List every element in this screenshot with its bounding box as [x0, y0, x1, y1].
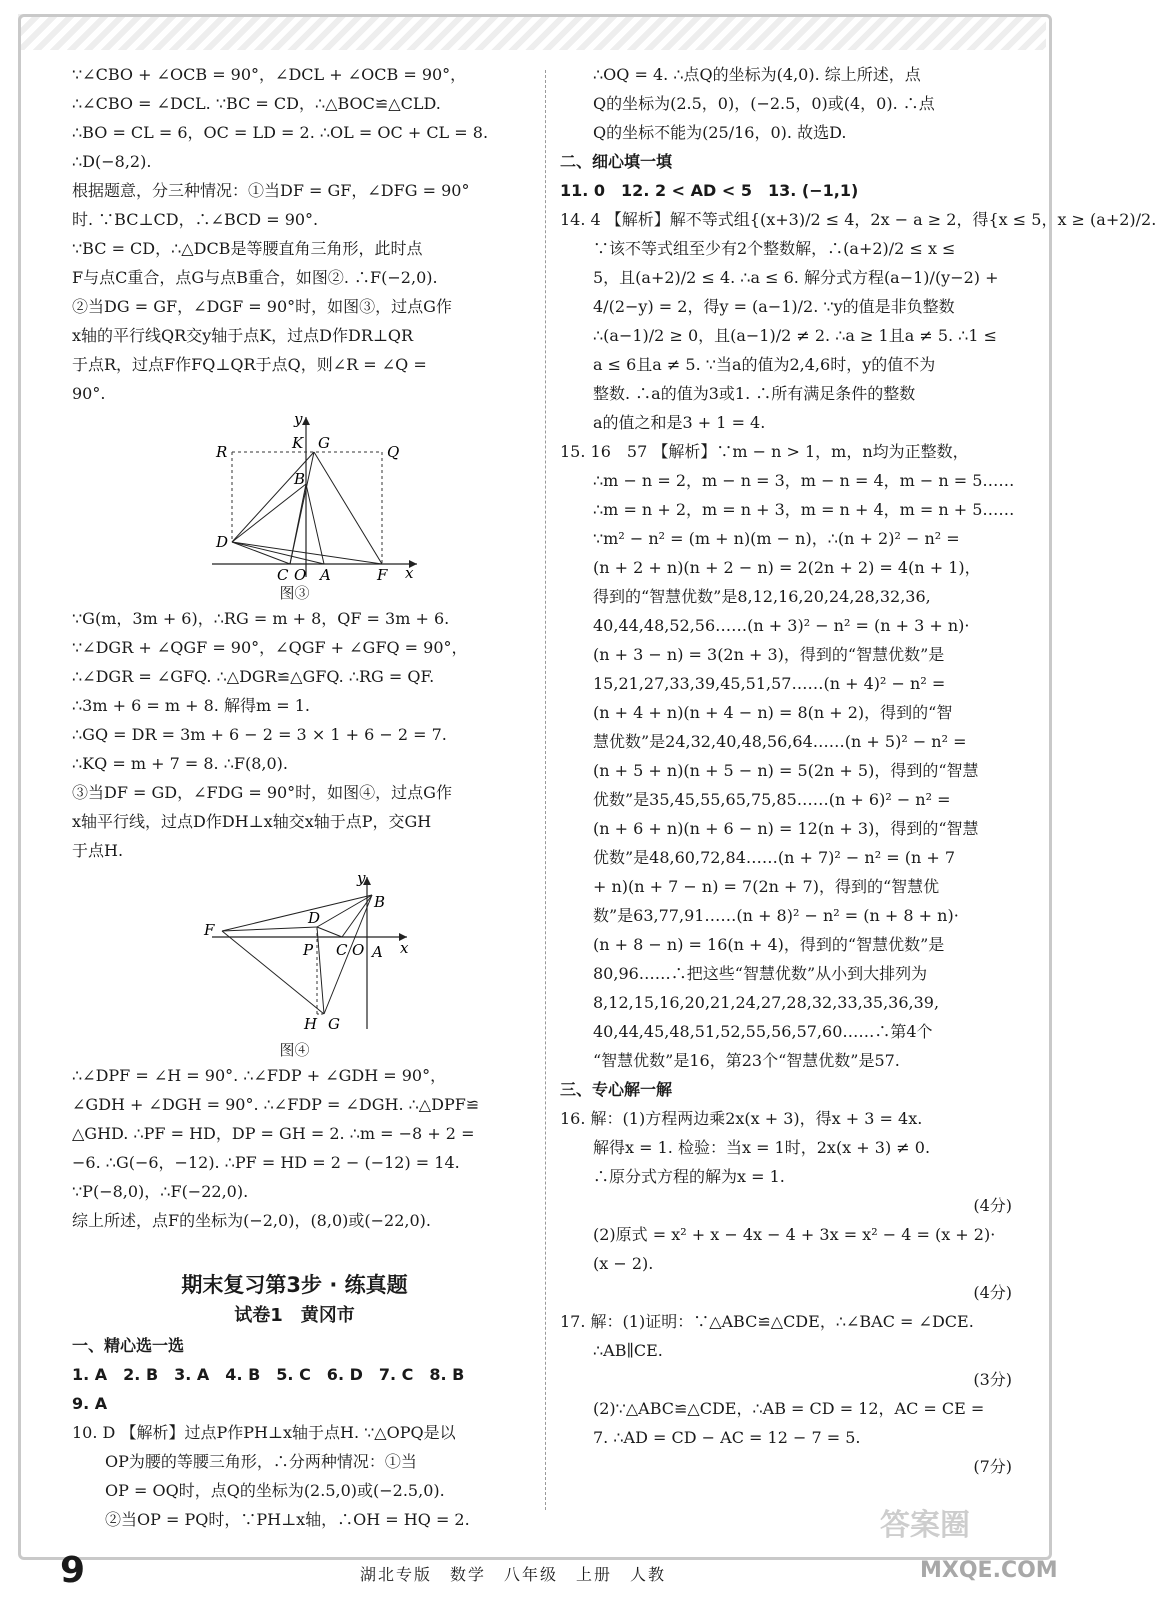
text-line: ③当DF = GD，∠FDG = 90°时，如图④，过点G作	[72, 783, 452, 802]
text-line: 数”是63,77,91……(n + 8)² − n² = (n + 8 + n)·	[593, 906, 959, 925]
text-line: 8,12,15,16,20,21,24,27,28,32,33,35,36,39,	[593, 993, 940, 1012]
text-line: 时. ∵BC⊥CD，∴∠BCD = 90°.	[72, 210, 319, 229]
text-line: 优数”是35,45,55,65,75,85……(n + 6)² − n² =	[593, 790, 951, 809]
q17-score-1: (3分)	[973, 1370, 1012, 1389]
fig4-label-o: O	[352, 941, 365, 959]
text-line: (x − 2).	[593, 1254, 654, 1273]
fig4-label-y: y	[357, 869, 366, 887]
text-line: −6. ∴G(−6，−12). ∴PF = HD = 2 − (−12) = 14.	[72, 1153, 460, 1172]
text-line: 慧优数”是24,32,40,48,56,64……(n + 5)² − n² =	[593, 732, 967, 751]
text-line: 40,44,45,48,51,52,55,56,57,60……∴第4个	[593, 1022, 933, 1041]
text-line: ∴KQ = m + 7 = 8. ∴F(8,0).	[72, 754, 288, 773]
text-line: ∴m = n + 2，m = n + 3，m = n + 4，m = n + 5……	[593, 500, 1015, 519]
q16-score-2: (4分)	[973, 1283, 1012, 1302]
text-line: ∵BC = CD，∴△DCB是等腰直角三角形，此时点	[72, 239, 423, 258]
footer-info: 湖北专版 数学 八年级 上册 人教	[360, 1565, 667, 1584]
text-line: + n)(n + 7 − n) = 7(2n + 7)，得到的“智慧优	[593, 877, 940, 896]
text-line: 于点R，过点F作FQ⊥QR于点Q，则∠R = ∠Q =	[72, 355, 427, 374]
q17-score-2: (7分)	[973, 1457, 1012, 1476]
fig4-label-g: G	[328, 1015, 340, 1033]
right-column	[560, 60, 1156, 1481]
fig3-label-y: y	[294, 410, 303, 428]
watermark-brand: 答案圈	[880, 1508, 970, 1543]
text-line: ∵∠DGR + ∠QGF = 90°，∠QGF + ∠GFQ = 90°，	[72, 638, 468, 657]
page-number: 9	[60, 1550, 86, 1591]
fig4-label-p: P	[303, 941, 314, 959]
fig3-label-r: R	[216, 443, 228, 461]
text-line: 10. D 【解析】过点P作PH⊥x轴于点H. ∵△OPQ是以	[72, 1423, 456, 1442]
text-line: ∴3m + 6 = m + 8. 解得m = 1.	[72, 696, 310, 715]
q17-score-2-row	[560, 1452, 1012, 1481]
fill-answers: 11. 0 12. 2 < AD < 5 13. (−1,1)	[560, 181, 859, 200]
fig3-label-o: O	[294, 566, 307, 584]
text-line: ∴∠DGR = ∠GFQ. ∴△DGR≌△GFQ. ∴RG = QF.	[72, 667, 435, 686]
section-heading-fill: 二、细心填一填	[560, 152, 673, 171]
text-line: 80,96……∴把这些“智慧优数”从小到大排列为	[593, 964, 928, 983]
text-line: ∴GQ = DR = 3m + 6 − 2 = 3 × 1 + 6 − 2 = 7.	[72, 725, 447, 744]
choice-answers-row2: 9. A	[72, 1394, 108, 1413]
fig4-label-b: B	[374, 893, 386, 911]
left-top-text	[72, 60, 517, 408]
fig3-label-f: F	[377, 566, 388, 584]
text-line: a的值之和是3 + 1 = 4.	[593, 413, 766, 432]
fig3-label-d: D	[216, 533, 229, 551]
text-line: 4/(2−y) = 2，得y = (a−1)/2. ∵y的值是非负整数	[593, 297, 955, 316]
watermark-url: MXQE.COM	[920, 1558, 1058, 1583]
q15-solution	[560, 437, 1015, 1075]
text-line: (n + 8 − n) = 16(n + 4)，得到的“智慧优数”是	[593, 935, 945, 954]
text-line: 17. 解：(1)证明：∵△ABC≌△CDE，∴∠BAC = ∠DCE.	[560, 1312, 974, 1331]
text-line: 得到的“智慧优数”是8,12,16,20,24,28,32,36,	[593, 587, 931, 606]
text-line: ∵P(−8,0)，∴F(−22,0).	[72, 1182, 249, 1201]
text-line: 90°.	[72, 384, 106, 403]
text-line: (2)∵△ABC≌△CDE，∴AB = CD = 12，AC = CE =	[593, 1399, 985, 1418]
text-line: ∴∠DPF = ∠H = 90°. ∴∠FDP + ∠GDH = 90°，	[72, 1066, 447, 1085]
text-line: 15,21,27,33,39,45,51,57……(n + 4)² − n² =	[593, 674, 946, 693]
q10-solution	[72, 1418, 517, 1534]
text-line: 7. ∴AD = CD − AC = 12 − 7 = 5.	[593, 1428, 861, 1447]
text-line: 优数”是48,60,72,84……(n + 7)² − n² = (n + 7	[593, 848, 956, 867]
text-line: (n + 6 + n)(n + 6 − n) = 12(n + 3)，得到的“智慧	[593, 819, 979, 838]
fig4-label-f: F	[204, 921, 215, 939]
text-line: 5，且(a+2)/2 ≤ 4. ∴a ≤ 6. 解分式方程(a−1)/(y−2) +	[593, 268, 999, 287]
column-divider	[545, 70, 546, 1510]
fig3-label-c: C	[277, 566, 289, 584]
text-line: OP为腰的等腰三角形，∴分两种情况：①当	[105, 1452, 417, 1471]
figure-4-caption: 图④	[279, 1041, 310, 1059]
text-line: x轴平行线，过点D作DH⊥x轴交x轴于点P，交GH	[72, 812, 432, 831]
q16-score-1: (4分)	[973, 1196, 1012, 1215]
figure-3-caption: 图③	[279, 584, 310, 602]
q14-solution	[560, 205, 1156, 437]
q10-continuation	[560, 60, 1012, 147]
text-line: (n + 4 + n)(n + 4 − n) = 8(n + 2)，得到的“智	[593, 703, 953, 722]
fig4-label-d: D	[308, 909, 321, 927]
q16-part2	[560, 1220, 1012, 1278]
text-line: (2)原式 = x² + x − 4x − 4 + 3x = x² − 4 = (x + 2)·	[593, 1225, 996, 1244]
text-line: ∴∠CBO = ∠DCL. ∵BC = CD，∴△BOC≌△CLD.	[72, 94, 441, 113]
page-footer	[0, 1548, 1066, 1600]
q16-solution	[560, 1104, 1012, 1191]
choice-answers-row1: 1. A 2. B 3. A 4. B 5. C 6. D 7. C 8. B	[72, 1365, 465, 1384]
text-line: Q的坐标为(2.5，0)，(−2.5，0)或(4，0). ∴点	[593, 94, 935, 113]
text-line: 综上所述，点F的坐标为(−2,0)，(8,0)或(−22,0).	[72, 1211, 431, 1230]
text-line: (n + 2 + n)(n + 2 − n) = 2(2n + 2) = 4(n + 1)，	[593, 558, 981, 577]
text-line: 40,44,48,52,56……(n + 3)² − n² = (n + 3 + n)·	[593, 616, 970, 635]
text-line: ∠GDH + ∠DGH = 90°. ∴∠FDP = ∠DGH. ∴△DPF≌	[72, 1095, 480, 1114]
text-line: 15. 16 57 【解析】∵m − n > 1，m，n均为正整数，	[560, 442, 969, 461]
text-line: ∵该不等式组至少有2个整数解，∴(a+2)/2 ≤ x ≤	[593, 239, 956, 258]
text-line: △GHD. ∴PF = HD，DP = GH = 2. ∴m = −8 + 2 =	[72, 1124, 475, 1143]
text-line: ∴(a−1)/2 ≥ 0，且(a−1)/2 ≠ 2. ∴a ≥ 1且a ≠ 5. ∴1 ≤	[593, 326, 998, 345]
text-line: ∴OQ = 4. ∴点Q的坐标为(4,0). 综上所述，点	[593, 65, 921, 84]
text-line: ∴原分式方程的解为x = 1.	[593, 1167, 785, 1186]
text-line: 于点H.	[72, 841, 124, 860]
fig3-label-x: x	[405, 564, 414, 582]
text-line: ∴D(−8,2).	[72, 152, 152, 171]
text-line: OP = OQ时，点Q的坐标为(2.5,0)或(−2.5,0).	[105, 1481, 445, 1500]
text-line: x轴的平行线QR交y轴于点K，过点D作DR⊥QR	[72, 326, 414, 345]
text-line: Q的坐标不能为(25/16，0). 故选D.	[593, 123, 847, 142]
fig4-label-h: H	[304, 1015, 318, 1033]
text-line: F与点C重合，点G与点B重合，如图②. ∴F(−2,0).	[72, 268, 438, 287]
fig4-label-x: x	[400, 939, 409, 957]
text-line: 根据题意，分三种情况：①当DF = GF，∠DFG = 90°	[72, 181, 470, 200]
section-heading-choice: 一、精心选一选	[72, 1336, 185, 1355]
text-line: ②当DG = GF，∠DGF = 90°时，如图③，过点G作	[72, 297, 452, 316]
text-line: 解得x = 1. 检验：当x = 1时，2x(x + 3) ≠ 0.	[593, 1138, 931, 1157]
q16-score-1-row	[560, 1191, 1012, 1220]
section-title: 期末复习第3步 · 练真题	[181, 1273, 408, 1297]
text-line: 14. 4 【解析】解不等式组{(x+3)/2 ≤ 4，2x − a ≥ 2，得{x ≤ 5，x ≥ (a+2)/2.	[560, 210, 1156, 229]
fig3-label-q: Q	[387, 443, 400, 461]
q17-solution	[560, 1307, 1012, 1365]
text-line: a ≤ 6且a ≠ 5. ∵当a的值为2,4,6时，y的值不为	[593, 355, 936, 374]
figure-3	[72, 412, 517, 582]
text-line: ∵m² − n² = (m + n)(m − n)，∴(n + 2)² − n² =	[593, 529, 960, 548]
fig3-label-k: K	[292, 434, 304, 452]
text-line: 16. 解：(1)方程两边乘2x(x + 3)，得x + 3 = 4x.	[560, 1109, 923, 1128]
fig4-label-a: A	[372, 943, 383, 961]
q17-score-1-row	[560, 1365, 1012, 1394]
text-line: ∴BO = CL = 6，OC = LD = 2. ∴OL = OC + CL = 8.	[72, 123, 489, 142]
text-line: ∴m − n = 2，m − n = 3，m − n = 4，m − n = 5……	[593, 471, 1015, 490]
text-line: (n + 3 − n) = 3(2n + 3)，得到的“智慧优数”是	[593, 645, 945, 664]
left-mid-text	[72, 604, 517, 865]
text-line: ∵G(m，3m + 6)，∴RG = m + 8，QF = 3m + 6.	[72, 609, 450, 628]
q16-score-2-row	[560, 1278, 1012, 1307]
text-line: ②当OP = PQ时，∵PH⊥x轴，∴OH = HQ = 2.	[105, 1510, 470, 1529]
text-line: “智慧优数”是16，第23个“智慧优数”是57.	[593, 1051, 900, 1070]
figure-4	[72, 869, 517, 1039]
exam-subtitle: 试卷1 黄冈市	[234, 1305, 355, 1326]
text-line: 整数. ∴a的值为3或1. ∴所有满足条件的整数	[593, 384, 916, 403]
fig3-label-b: B	[294, 470, 306, 488]
left-bottom-text	[72, 1061, 517, 1235]
text-line: ∵∠CBO + ∠OCB = 90°，∠DCL + ∠OCB = 90°，	[72, 65, 467, 84]
fig4-label-c: C	[336, 941, 348, 959]
text-line: ∴AB∥CE.	[593, 1341, 663, 1360]
q17-part2	[560, 1394, 1012, 1452]
fig3-label-a: A	[320, 566, 331, 584]
section-heading-solve: 三、专心解一解	[560, 1080, 673, 1099]
left-column	[72, 60, 517, 1534]
text-line: (n + 5 + n)(n + 5 − n) = 5(2n + 5)，得到的“智慧	[593, 761, 979, 780]
fig3-label-g: G	[318, 434, 330, 452]
